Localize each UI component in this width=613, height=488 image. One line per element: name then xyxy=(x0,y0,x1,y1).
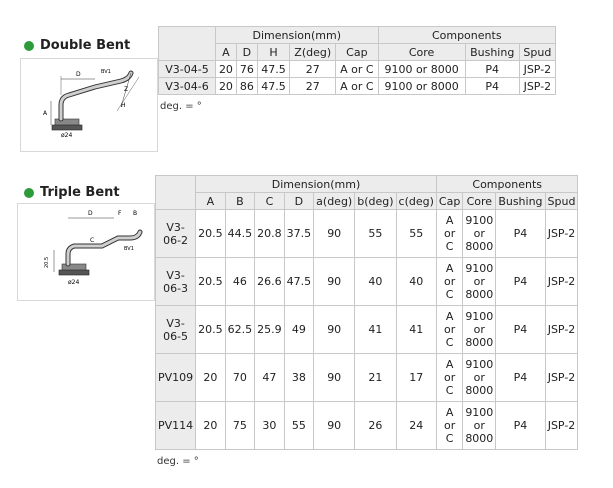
diagram-label-bv: BV1 xyxy=(101,69,111,75)
table-row xyxy=(156,402,578,450)
table-row xyxy=(159,78,556,95)
table-cell: 20.8 xyxy=(255,210,285,258)
table-cell: 41 xyxy=(396,306,436,354)
model-cell: PV109 xyxy=(156,354,196,402)
column-header: Bushing xyxy=(496,193,545,210)
column-header: Core xyxy=(463,193,496,210)
table-cell: A or C xyxy=(336,78,378,95)
table-cell: JSP-2 xyxy=(519,78,555,95)
table-cell: 17 xyxy=(396,354,436,402)
model-cell: V3-06-2 xyxy=(156,210,196,258)
double-bent-diagram xyxy=(20,58,158,152)
table-row xyxy=(156,258,578,306)
table-cell: 55 xyxy=(355,210,396,258)
diagram-label-a: 20.5 xyxy=(44,256,50,268)
column-header: Core xyxy=(378,44,465,61)
table-cell: P4 xyxy=(465,78,519,95)
table-row xyxy=(156,354,578,402)
table-cell: 24 xyxy=(396,402,436,450)
table-cell: 76 xyxy=(236,61,257,78)
table-cell: 20 xyxy=(216,78,237,95)
table-cell: 90 xyxy=(314,354,355,402)
table-cell: 20.5 xyxy=(196,258,226,306)
table-cell: 20 xyxy=(216,61,237,78)
diagram-label-f: F xyxy=(118,210,122,217)
table-cell: 26.6 xyxy=(255,258,285,306)
model-cell: V3-06-3 xyxy=(156,258,196,306)
table-cell: 90 xyxy=(314,258,355,306)
column-header: Bushing xyxy=(465,44,519,61)
model-cell: V3-06-5 xyxy=(156,306,196,354)
table-cell: 47.5 xyxy=(284,258,314,306)
table-cell: 9100 or 8000 xyxy=(463,354,496,402)
table-cell: P4 xyxy=(465,61,519,78)
table-cell: JSP-2 xyxy=(545,354,578,402)
double-bent-heading xyxy=(24,38,130,53)
table-cell: JSP-2 xyxy=(545,258,578,306)
table-cell: 20 xyxy=(196,402,226,450)
table-row xyxy=(159,61,556,78)
model-cell: PV114 xyxy=(156,402,196,450)
table-cell: 9100 or 8000 xyxy=(463,402,496,450)
column-header: B xyxy=(225,193,255,210)
model-cell: V3-04-5 xyxy=(159,61,216,78)
column-header: Z(deg) xyxy=(290,44,336,61)
diagram-label-a: A xyxy=(43,110,48,117)
table-cell: 21 xyxy=(355,354,396,402)
table-cell: A or C xyxy=(336,61,378,78)
table-cell: JSP-2 xyxy=(545,306,578,354)
table-cell: 62.5 xyxy=(225,306,255,354)
diagram-label-z: Z xyxy=(124,86,129,93)
bullet-icon xyxy=(24,188,34,198)
table-cell: 9100 or 8000 xyxy=(378,61,465,78)
triple-bent-table xyxy=(155,175,578,450)
table-cell: JSP-2 xyxy=(519,61,555,78)
column-header: Spud xyxy=(545,193,578,210)
table-cell: JSP-2 xyxy=(545,402,578,450)
column-header: C xyxy=(255,193,285,210)
table-cell: 47.5 xyxy=(257,61,289,78)
dimension-group-header: Dimension(mm) xyxy=(216,27,379,44)
table-cell: 90 xyxy=(314,402,355,450)
table-row xyxy=(156,306,578,354)
table-cell: P4 xyxy=(496,354,545,402)
column-header: D xyxy=(284,193,314,210)
table-cell: 44.5 xyxy=(225,210,255,258)
model-header-cell xyxy=(159,27,216,61)
double-bent-valve-drawing xyxy=(21,59,157,151)
table-cell: 46 xyxy=(225,258,255,306)
table-cell: 9100 or 8000 xyxy=(463,306,496,354)
table-cell: JSP-2 xyxy=(545,210,578,258)
table-cell: 40 xyxy=(355,258,396,306)
table-cell: 30 xyxy=(255,402,285,450)
diagram-label-d: D xyxy=(88,210,93,217)
column-header: A xyxy=(196,193,226,210)
table-cell: P4 xyxy=(496,258,545,306)
table-cell: 38 xyxy=(284,354,314,402)
table-cell: 25.9 xyxy=(255,306,285,354)
bullet-icon xyxy=(24,41,34,51)
table-cell: 70 xyxy=(225,354,255,402)
diagram-label-bv: BV1 xyxy=(124,246,134,252)
table-cell: 90 xyxy=(314,306,355,354)
table-cell: 47.5 xyxy=(257,78,289,95)
column-header: b(deg) xyxy=(355,193,396,210)
column-header: H xyxy=(257,44,289,61)
table-row xyxy=(156,210,578,258)
table-cell: 20.5 xyxy=(196,210,226,258)
table-cell: 75 xyxy=(225,402,255,450)
components-group-header: Components xyxy=(436,176,578,193)
table-cell: 55 xyxy=(284,402,314,450)
triple-bent-valve-drawing xyxy=(18,204,154,300)
diagram-label-b: B xyxy=(133,210,138,217)
table-cell: 20.5 xyxy=(196,306,226,354)
table-cell: 26 xyxy=(355,402,396,450)
table-cell: 55 xyxy=(396,210,436,258)
double-bent-title: Double Bent xyxy=(40,38,131,53)
table-cell: 41 xyxy=(355,306,396,354)
table-cell: 9100 or 8000 xyxy=(463,258,496,306)
table-cell: 37.5 xyxy=(284,210,314,258)
diagram-label-dia: ø24 xyxy=(61,132,73,139)
table-cell: 47 xyxy=(255,354,285,402)
diagram-label-d: D xyxy=(76,71,81,78)
diagram-label-dia: ø24 xyxy=(68,279,80,286)
double-bent-degree-note: deg. = ° xyxy=(160,101,202,112)
table-cell: A or C xyxy=(436,258,462,306)
column-header: c(deg) xyxy=(396,193,436,210)
table-cell: 27 xyxy=(290,61,336,78)
table-cell: A or C xyxy=(436,210,462,258)
components-group-header: Components xyxy=(378,27,555,44)
column-header: A xyxy=(216,44,237,61)
table-cell: A or C xyxy=(436,402,462,450)
table-cell: 20 xyxy=(196,354,226,402)
column-header: Cap xyxy=(436,193,462,210)
column-header: Cap xyxy=(336,44,378,61)
table-cell: P4 xyxy=(496,306,545,354)
double-bent-table xyxy=(158,26,556,95)
model-header-cell xyxy=(156,176,196,210)
table-cell: 90 xyxy=(314,210,355,258)
table-cell: 40 xyxy=(396,258,436,306)
diagram-label-h: H xyxy=(121,102,126,109)
table-cell: 86 xyxy=(236,78,257,95)
table-cell: A or C xyxy=(436,354,462,402)
table-cell: 9100 or 8000 xyxy=(463,210,496,258)
table-cell: P4 xyxy=(496,210,545,258)
dimension-group-header: Dimension(mm) xyxy=(196,176,437,193)
table-cell: 49 xyxy=(284,306,314,354)
table-cell: A or C xyxy=(436,306,462,354)
column-header: D xyxy=(236,44,257,61)
model-cell: V3-04-6 xyxy=(159,78,216,95)
table-cell: P4 xyxy=(496,402,545,450)
column-header: Spud xyxy=(519,44,555,61)
triple-bent-diagram xyxy=(17,203,155,301)
triple-bent-title: Triple Bent xyxy=(40,185,120,200)
column-header: a(deg) xyxy=(314,193,355,210)
table-cell: 9100 or 8000 xyxy=(378,78,465,95)
triple-bent-degree-note: deg. = ° xyxy=(157,456,199,467)
diagram-label-c: C xyxy=(90,237,95,244)
table-cell: 27 xyxy=(290,78,336,95)
triple-bent-heading xyxy=(24,185,120,200)
